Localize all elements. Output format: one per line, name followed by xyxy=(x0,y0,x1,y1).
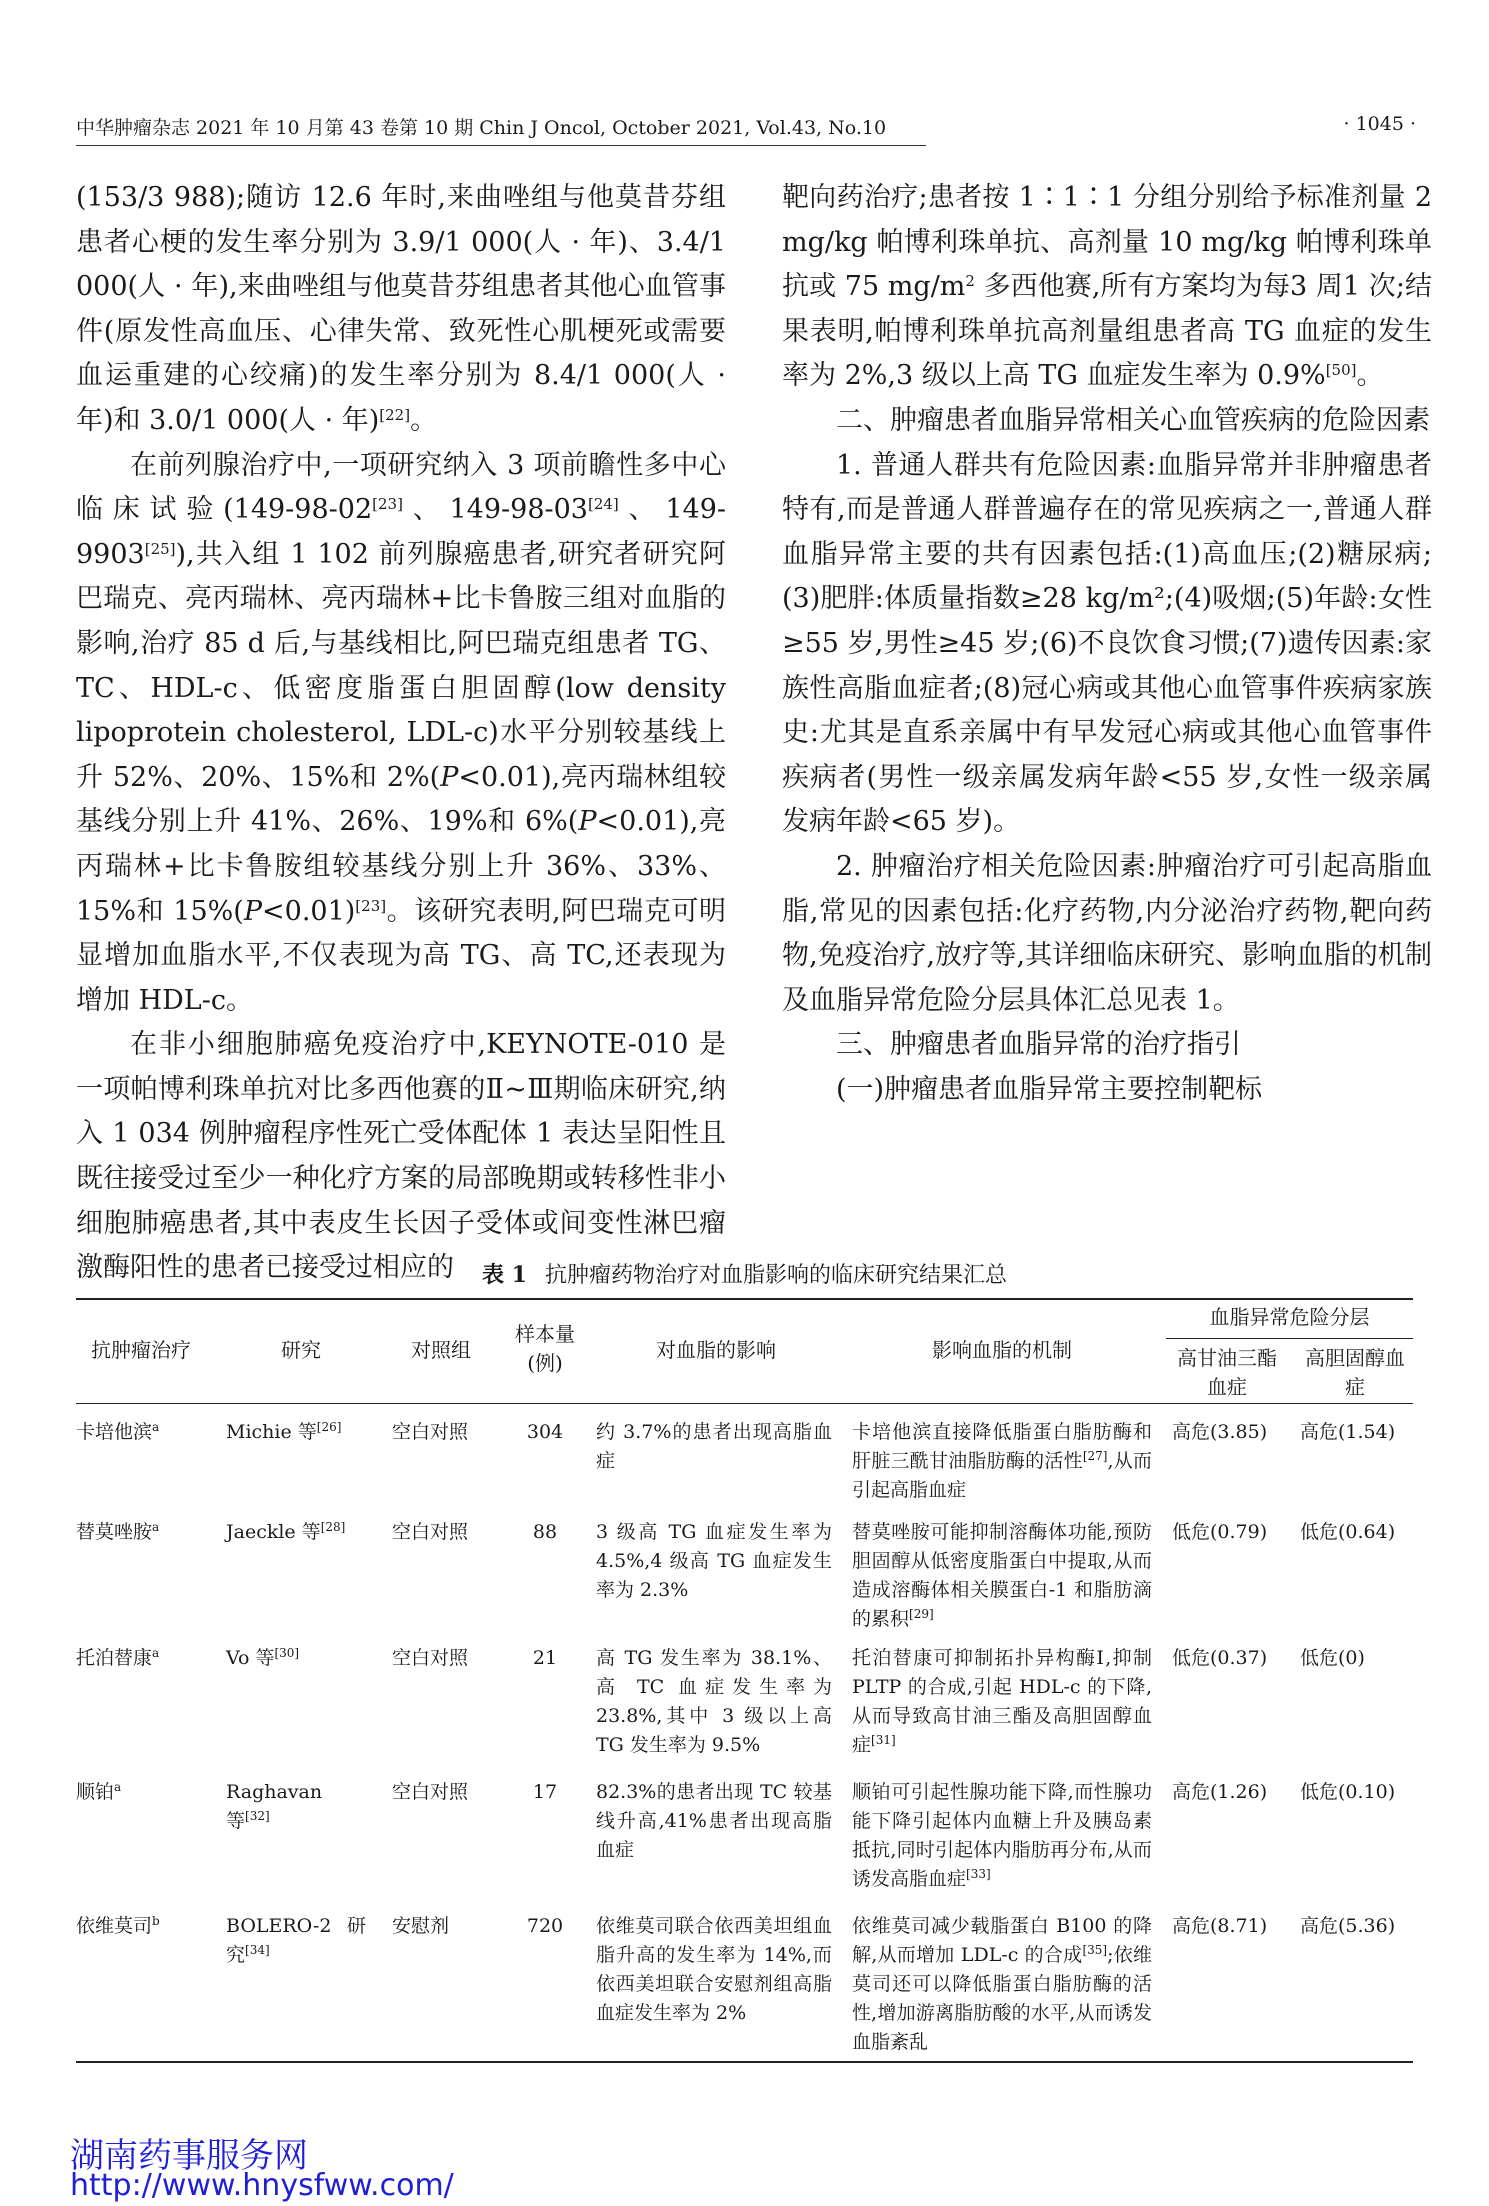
table-cell-therapy: 卡培他滨$^a$ xyxy=(76,1420,160,1443)
table-cell-effect: 82.3%的患者出现 TC 较基线升高,41%患者出现高脂血症 xyxy=(596,1781,832,1861)
table-cell-effect: 高 TG 发生率为 38.1%、高 TC 血症发生率为 23.8%,其中 3 级以上高 TG 发生率为 9.5% xyxy=(596,1647,832,1756)
header-effect: 对血脂的影响 xyxy=(656,1338,776,1362)
table-caption xyxy=(0,1258,1489,1289)
table-cell-risk-tg: 高危(8.71) xyxy=(1172,1915,1268,1937)
table-cell-control: 空白对照 xyxy=(392,1421,469,1443)
table-cell-mechanism: 依维莫司减少载脂蛋白 B100 的降解,从而增加 LDL-c 的合成[35];依维莫司还可以降低脂蛋白脂肪酶的活性,增加游离脂肪酸的水平,从而诱发血脂紊乱 xyxy=(852,1915,1153,2053)
header-risk-stratification: 血脂异常危险分层 xyxy=(1209,1305,1370,1329)
table-cell-mechanism: 卡培他滨直接降低脂蛋白脂肪酶和肝脏三酰甘油脂肪酶的活性[27],从而引起高脂血症 xyxy=(852,1421,1152,1501)
table-cell-control: 空白对照 xyxy=(392,1521,469,1543)
table-cell-risk-tc: 低危(0.64) xyxy=(1300,1521,1396,1543)
paragraph: 在非小细胞肺癌免疫治疗中,KEYNOTE-010 是一项帕博利珠单抗对比多西他赛的Ⅱ~Ⅲ期临床研究,纳入 1 034 例肿瘤程序性死亡受体配体 1 表达呈阳性且既往接受过至少一种化疗方案的局部晚期或转移性非小细胞肺癌患者,其中表皮生长因子受体或间变性淋巴瘤激酶阳性的患者已接受过相应的 xyxy=(76,1029,726,1284)
table-cell-mechanism: 顺铂可引起性腺功能下降,而性腺功能下降引起体内血糖上升及胰岛素抵抗,同时引起体内脂肪再分布,从而诱发高脂血症[33] xyxy=(852,1781,1152,1890)
subsection-heading: (一)肿瘤患者血脂异常主要控制靶标 xyxy=(836,1073,1263,1105)
table-cell-study: Raghavan 等[32] xyxy=(226,1781,323,1832)
table-cell-control: 安慰剂 xyxy=(392,1915,450,1937)
paragraph: 1. 普通人群共有危险因素:血脂异常并非肿瘤患者特有,而是普通人群普遍存在的常见疾病之一,普通人群血脂异常主要的共有因素包括:(1)高血压;(2)糖尿病;(3)肥胖:体质量指数≥28 kg/m²;(4)吸烟;(5)年龄:女性≥55 岁,男性≥45 岁;(6)不良饮食习惯;(7)遗传因素:家族性高脂血症者;(8)冠心病或其他心血管事件疾病家族史:尤其是直系亲属中有早发冠心病或其他心血管事件疾病者(男性一级亲属发病年龄<55 岁,女性一级亲属发病年龄<65 岁)。 xyxy=(782,449,1432,838)
paragraph: (153/3 988);随访 12.6 年时,来曲唑组与他莫昔芬组患者心梗的发生率分别为 3.9/1 000(人 · 年)、3.4/1 000(人 · 年),来曲唑组与他莫昔芬组患者其他心血管事件(原发性高血压、心律失常、致死性心肌梗死或需要血运重建的心绞痛)的发生率分别为 8.4/1 000(人 · 年)和 3.0/1 000(人 · 年)[22]。 xyxy=(76,182,726,436)
header-sample: 样本量(例) xyxy=(515,1322,575,1375)
table-cell-sample: 21 xyxy=(532,1647,558,1669)
table-cell-sample: 17 xyxy=(532,1781,558,1803)
journal-citation: 中华肿瘤杂志 2021 年 10 月第 43 卷第 10 期 Chin J Oncol, October 2021, Vol.43, No.10 xyxy=(76,117,887,139)
table-cell-risk-tc: 高危(1.54) xyxy=(1300,1421,1396,1443)
section-heading: 三、肿瘤患者血脂异常的治疗指引 xyxy=(836,1029,1241,1061)
table-cell-sample: 88 xyxy=(532,1521,558,1543)
paragraph: 在前列腺治疗中,一项研究纳入 3 项前瞻性多中心临床试验(149-98-02[23]、149-98-03[24]、149-9903[25]),共入组 1 102 前列腺癌患者,研究者研究阿巴瑞克、亮丙瑞林、亮丙瑞林+比卡鲁胺三组对血脂的影响,治疗 85 d 后,与基线相比,阿巴瑞克组患者 TG、TC、HDL-c、低密度脂蛋白胆固醇(low density lipoprotein cholesterol, LDL-c)水平分别较基线上升 52%、20%、15%和 2%(P<0.01),亮丙瑞林组较基线分别上升 41%、26%、19%和 6%(P<0.01),亮丙瑞林+比卡鲁胺组较基线分别上升 36%、33%、15%和 15%(P<0.01)[23]。该研究表明,阿巴瑞克可明显增加血脂水平,不仅表现为高 TG、高 TC,还表现为增加 HDL-c。 xyxy=(76,449,727,1016)
table-cell-sample: 304 xyxy=(526,1421,564,1443)
paragraph: 靶向药治疗;患者按 1∶1∶1 分组分别给予标准剂量 2 mg/kg 帕博利珠单抗、高剂量 10 mg/kg 帕博利珠单抗或 75 $mg/m^2$ 多西他赛,所有方案均为每3 周1 次;结果表明,帕博利珠单抗高剂量组患者高 TG 血症的发生率为 2%,3 级以上高 TG 血症发生率为 0.9%[50]。 xyxy=(782,182,1432,392)
table-cell-control: 空白对照 xyxy=(392,1647,469,1669)
header-mechanism: 影响血脂的机制 xyxy=(932,1338,1072,1362)
running-header xyxy=(76,113,1416,143)
header-control: 对照组 xyxy=(411,1338,471,1362)
table-cell-study: Vo 等[30] xyxy=(226,1646,300,1669)
table-title: 抗肿瘤药物治疗对血脂影响的临床研究结果汇总 xyxy=(544,1263,1007,1288)
header-rule xyxy=(76,145,926,146)
paragraph: 2. 肿瘤治疗相关危险因素:肿瘤治疗可引起高脂血脂,常见的因素包括:化疗药物,内分泌治疗药物,靶向药物,免疫治疗,放疗等,其详细临床研究、影响血脂的机制及血脂异常危险分层具体汇总见表 1。 xyxy=(782,850,1432,1016)
table-cell-control: 空白对照 xyxy=(392,1781,469,1803)
table-cell-study: Jaeckle 等[28] xyxy=(226,1520,346,1543)
table-label: 表 1 xyxy=(482,1262,527,1288)
table-cell-effect: 约 3.7%的患者出现高脂血症 xyxy=(596,1421,832,1472)
table-subheader-rule xyxy=(1166,1338,1413,1339)
table-cell-sample: 720 xyxy=(526,1915,564,1937)
left-column xyxy=(76,176,726,1291)
table-bottom-rule xyxy=(76,2061,1413,2063)
section-heading: 二、肿瘤患者血脂异常相关心血管疾病的危险因素 xyxy=(836,404,1430,436)
table-cell-effect: 依维莫司联合依西美坦组血脂升高的发生率为 14%,而依西美坦联合安慰剂组高脂血症发生率为 2% xyxy=(596,1915,832,2024)
table-cell-risk-tc: 低危(0) xyxy=(1300,1647,1365,1669)
table-cell-study: BOLERO-2 研究[34] xyxy=(226,1915,366,1966)
right-column xyxy=(782,176,1432,1112)
table-cell-risk-tc: 高危(5.36) xyxy=(1300,1915,1396,1937)
table-cell-risk-tg: 高危(3.85) xyxy=(1172,1421,1268,1443)
table-cell-mechanism: 托泊替康可抑制拓扑异构酶Ⅰ,抑制 PLTP 的合成,引起 HDL-c 的下降,从而导致高甘油三酯及高胆固醇血症[31] xyxy=(852,1647,1152,1756)
header-therapy: 抗肿瘤治疗 xyxy=(91,1338,191,1362)
table-cell-therapy: 顺铂$^a$ xyxy=(76,1780,122,1803)
header-study: 研究 xyxy=(281,1338,321,1362)
table-cell-therapy: 替莫唑胺$^a$ xyxy=(76,1520,160,1543)
table-top-rule xyxy=(76,1298,1413,1300)
page-number: · 1045 · xyxy=(1343,113,1416,135)
header-risk-tg: 高甘油三酯血症 xyxy=(1177,1346,1277,1399)
table-cell-risk-tg: 低危(0.37) xyxy=(1172,1647,1268,1669)
table-cell-risk-tg: 低危(0.79) xyxy=(1172,1521,1268,1543)
table-cell-therapy: 托泊替康$^a$ xyxy=(76,1646,160,1669)
watermark-site-name: 湖南药事服务网 xyxy=(70,2136,308,2176)
table-cell-risk-tg: 高危(1.26) xyxy=(1172,1781,1268,1803)
table-header-rule xyxy=(76,1403,1413,1404)
watermark-url[interactable]: http://www.hnysfww.com/ xyxy=(70,2168,454,2203)
table-cell-study: Michie 等[26] xyxy=(226,1420,342,1443)
header-risk-tc: 高胆固醇血症 xyxy=(1305,1346,1405,1399)
table-cell-therapy: 依维莫司$^b$ xyxy=(76,1914,160,1937)
table-cell-effect: 3 级高 TG 血症发生率为 4.5%,4 级高 TG 血症发生率为 2.3% xyxy=(596,1521,832,1601)
table-cell-mechanism: 替莫唑胺可能抑制溶酶体功能,预防胆固醇从低密度脂蛋白中提取,从而造成溶酶体相关膜蛋白-1 和脂肪滴的累积[29] xyxy=(852,1521,1152,1630)
table-cell-risk-tc: 低危(0.10) xyxy=(1300,1781,1396,1803)
